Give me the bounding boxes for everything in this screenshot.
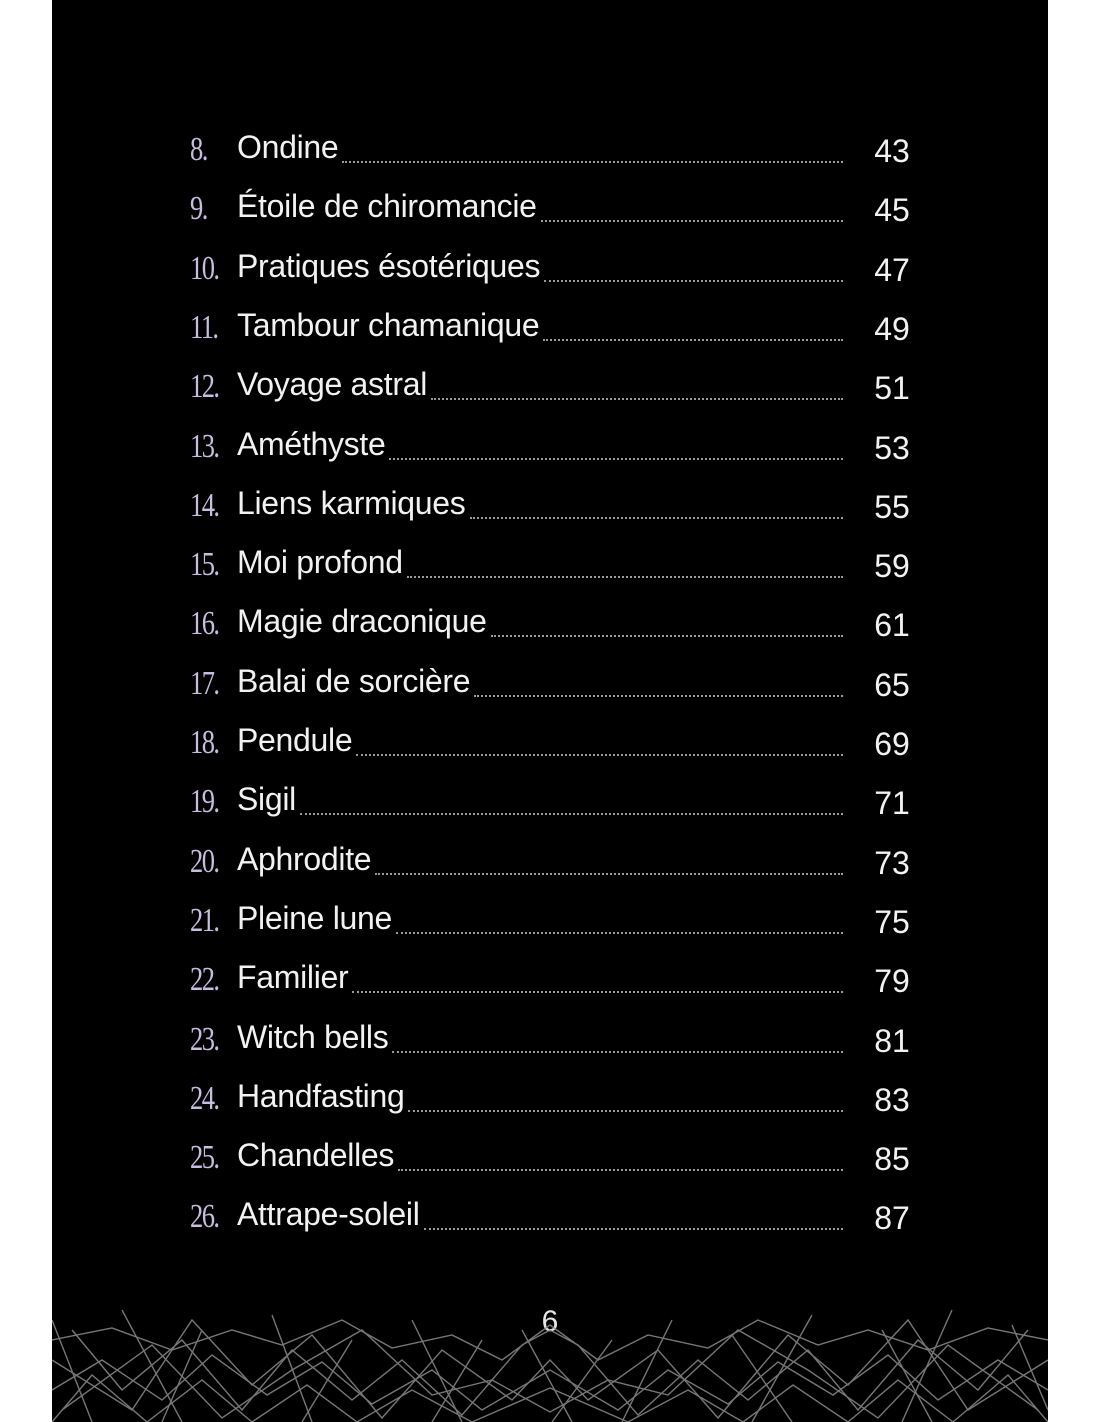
toc-entry [52, 244, 1048, 303]
toc-entry [52, 303, 1048, 362]
toc-entry [52, 481, 1048, 540]
toc-entry-number: 20. [190, 842, 219, 880]
toc-entry-page: 75 [874, 903, 910, 940]
toc-entry-line [237, 485, 847, 529]
toc-entry-number: 18. [190, 724, 219, 761]
toc-entry-number: 17. [190, 664, 219, 702]
toc-entry [52, 184, 1048, 243]
toc-entry [52, 1133, 1048, 1192]
toc-entry-page: 71 [874, 785, 910, 822]
toc-entry-page: 79 [874, 963, 910, 1000]
toc-entry-number: 13. [190, 427, 219, 465]
toc-entry [52, 1015, 1048, 1074]
dot-leader [541, 220, 843, 222]
dot-leader [424, 1228, 843, 1230]
toc-entry-number: 16. [190, 605, 219, 643]
toc-entry-number: 22. [190, 961, 219, 999]
toc-entry [52, 659, 1048, 718]
toc-entry-line [237, 307, 847, 351]
dot-leader [342, 161, 843, 163]
toc-entry-line [237, 544, 847, 588]
dot-leader [356, 754, 843, 756]
toc-entry-title: Familier [237, 959, 349, 996]
dot-leader [544, 280, 843, 282]
toc-entry-number: 25. [190, 1139, 219, 1177]
toc-entry-title: Aphrodite [237, 840, 372, 877]
dot-leader [408, 1110, 843, 1112]
toc-entry-title: Attrape-soleil [237, 1196, 420, 1233]
toc-entry-number: 24. [190, 1079, 219, 1117]
toc-entry-number: 26. [190, 1198, 219, 1236]
toc-entry-page: 85 [874, 1141, 910, 1178]
dot-leader [431, 398, 843, 400]
toc-entry-line [237, 900, 847, 944]
toc-entry-title: Tambour chamanique [237, 306, 540, 343]
dot-leader [491, 635, 843, 637]
toc-entry-line [237, 1019, 847, 1063]
toc-entry [52, 837, 1048, 896]
toc-entry-line [237, 841, 847, 885]
dot-leader [407, 576, 843, 578]
toc-entry-page: 65 [874, 666, 910, 703]
toc-entry-page: 49 [874, 310, 910, 347]
book-page [52, 0, 1048, 1422]
toc-entry-title: Pleine lune [237, 899, 393, 936]
toc-entry-number: 9. [190, 190, 207, 228]
toc-entry-title: Pratiques ésotériques [237, 247, 541, 284]
toc-entry-page: 83 [874, 1081, 910, 1118]
toc-entry-title: Magie draconique [237, 603, 487, 640]
toc-entry-page: 73 [874, 844, 910, 881]
toc-entry [52, 540, 1048, 599]
toc-entry [52, 896, 1048, 955]
toc-entry-number: 15. [190, 546, 219, 584]
toc-entry-page: 47 [874, 251, 910, 288]
toc-entry-number: 14. [190, 486, 219, 524]
dot-leader [396, 932, 843, 934]
toc-entry-page: 69 [874, 726, 910, 762]
toc-entry-line [237, 129, 847, 173]
dot-leader [389, 458, 843, 460]
toc-entry-number: 19. [190, 783, 219, 821]
toc-entry-title: Pendule [237, 722, 353, 758]
toc-entry-title: Voyage astral [237, 366, 428, 403]
toc-entry [52, 362, 1048, 421]
toc-entry-title: Witch bells [237, 1018, 389, 1055]
toc-entry-line [237, 248, 847, 292]
toc-entry-page: 55 [874, 488, 910, 525]
decorative-line-pattern [52, 1300, 1048, 1422]
toc-entry-page: 81 [874, 1022, 910, 1059]
toc-entry [52, 955, 1048, 1014]
toc-entry-page: 61 [874, 607, 910, 644]
toc-entry-page: 45 [874, 192, 910, 229]
toc-entry [52, 777, 1048, 836]
toc-entry-number: 12. [190, 368, 219, 406]
toc-entry-title: Étoile de chiromancie [237, 188, 537, 225]
toc-entry-number: 21. [190, 901, 219, 939]
toc-entry-line [237, 722, 847, 766]
toc-entry [52, 422, 1048, 481]
page-number: 6 [541, 1305, 559, 1338]
toc-entry-page: 43 [874, 133, 910, 169]
toc-entry-line [237, 959, 847, 1003]
toc-entry-title: Liens karmiques [237, 484, 466, 521]
toc-entry-line [237, 1137, 847, 1181]
toc-entry-line [237, 426, 847, 470]
dot-leader [300, 813, 843, 815]
toc-entry [52, 599, 1048, 658]
toc-entry-page: 51 [874, 370, 910, 407]
toc-entry-line [237, 188, 847, 232]
toc-entry-line [237, 663, 847, 707]
toc-entry-number: 10. [190, 249, 219, 287]
toc-entry-title: Moi profond [237, 544, 403, 581]
toc-entry-line [237, 1196, 847, 1240]
toc-entry-number: 11. [190, 308, 218, 346]
toc-entry-page: 87 [874, 1200, 910, 1237]
dot-leader [392, 1051, 843, 1053]
toc-entry-line [237, 603, 847, 647]
toc-entry-page: 59 [874, 548, 910, 585]
toc-entry-title: Améthyste [237, 425, 386, 462]
dot-leader [470, 517, 843, 519]
dot-leader [375, 873, 843, 875]
toc-entry-number: 8. [190, 131, 207, 168]
toc-entry [52, 718, 1048, 777]
toc-entry-title: Ondine [237, 129, 339, 165]
toc-entry-title: Handfasting [237, 1077, 405, 1114]
toc-entry-title: Chandelles [237, 1137, 395, 1174]
dot-leader [474, 695, 843, 697]
toc-entry [52, 1192, 1048, 1251]
toc-entry-line [237, 1078, 847, 1122]
toc-entry-line [237, 366, 847, 410]
toc-entry-title: Sigil [237, 781, 296, 818]
toc-entry-line [237, 781, 847, 825]
dot-leader [543, 339, 843, 341]
toc-entry [52, 1074, 1048, 1133]
toc-entry-page: 53 [874, 429, 910, 466]
toc-entry [52, 125, 1048, 184]
dot-leader [352, 991, 843, 993]
toc-entry-title: Balai de sorcière [237, 662, 471, 699]
dot-leader [398, 1169, 843, 1171]
toc-entry-number: 23. [190, 1020, 219, 1058]
